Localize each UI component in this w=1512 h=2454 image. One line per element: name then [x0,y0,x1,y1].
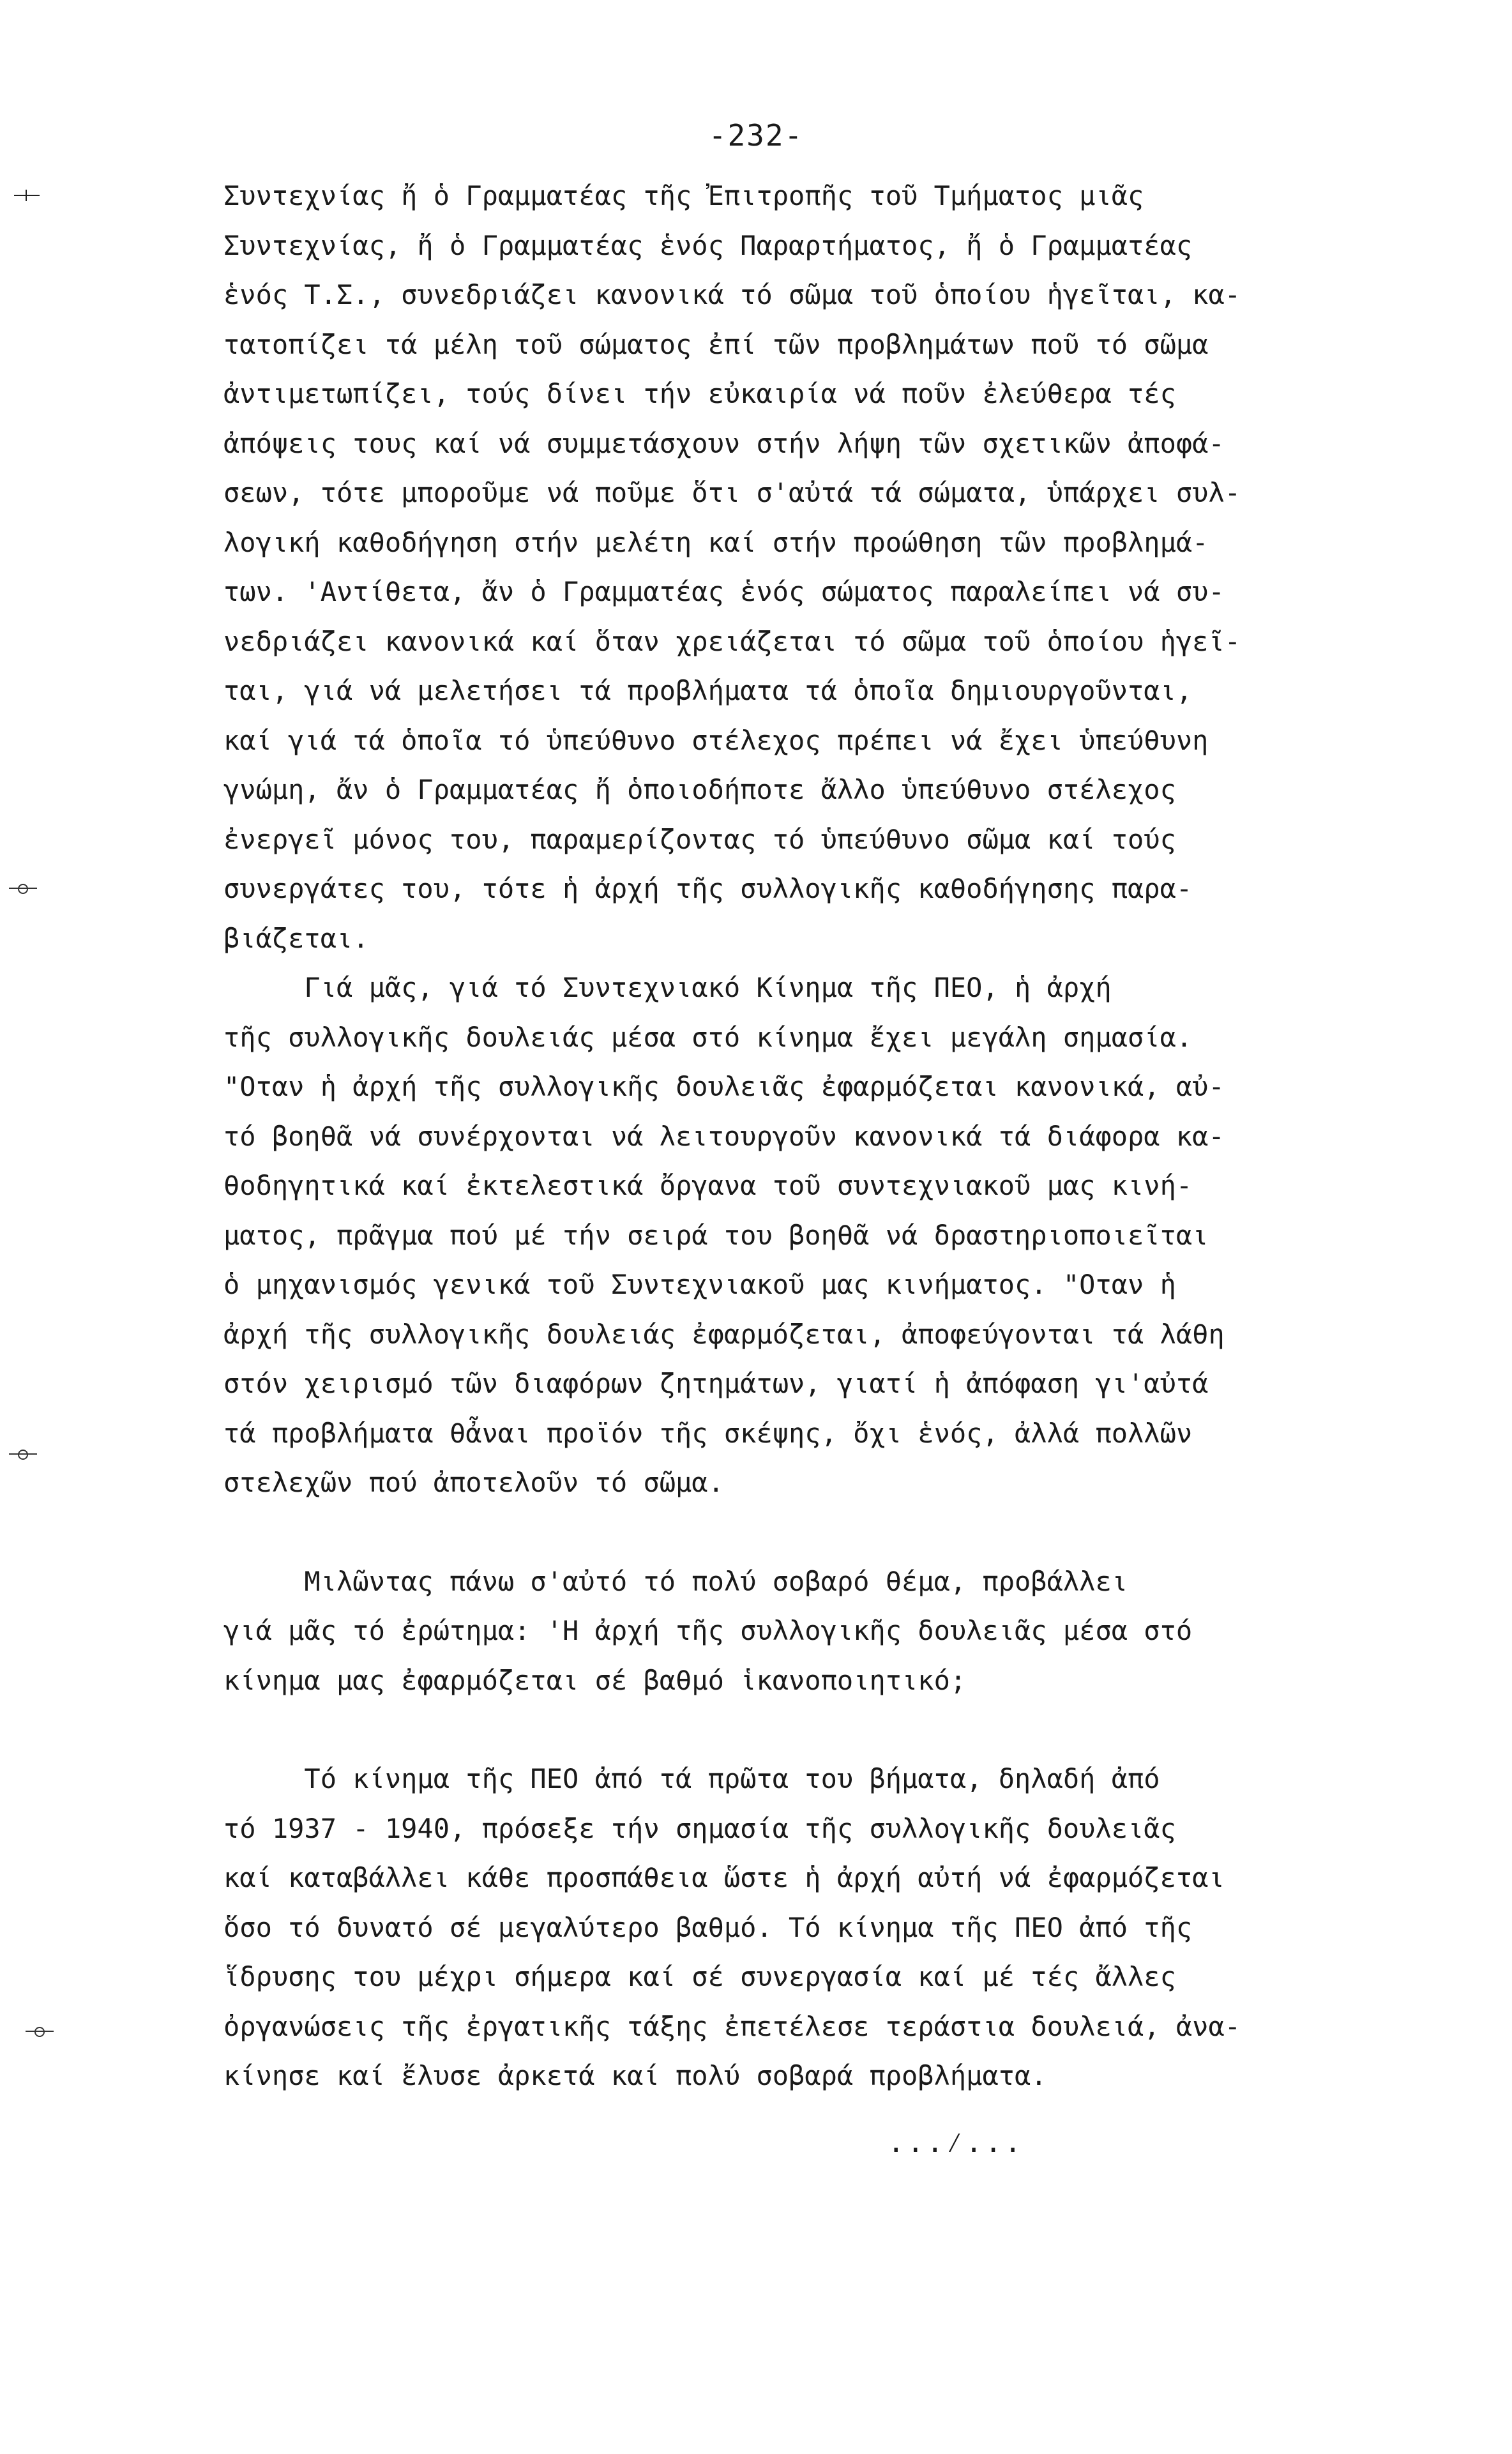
text-line: τό βοηθᾶ νά συνέρχονται νά λειτουργοῦν κανονικά τά διάφορα κα- [223,1120,1225,1152]
paragraph-1 [223,171,1354,963]
text-line: Τό κίνημα τῆς ΠΕΟ ἀπό τά πρῶτα του βήματα, δηλαδή ἀπό [223,1763,1160,1794]
text-line: τό 1937 - 1940, πρόσεξε τήν σημασία τῆς συλλογικῆς δουλειᾶς [223,1812,1176,1844]
text-line: σεων, τότε μποροῦμε νά ποῦμε ὅτι σ'αὐτά τά σώματα, ὑπάρχει συλ- [223,477,1241,508]
text-line: Συντεχνίας ἤ ὁ Γραμματέας τῆς Ἐπιτροπῆς τοῦ Τμήματος μιᾶς [223,180,1144,211]
paragraph-gap [223,1508,1354,1557]
text-line: Γιά μᾶς, γιά τό Συντεχνιακό Κίνημα τῆς ΠΕΟ, ἡ ἀρχή [223,972,1112,1003]
text-line: ματος, πρᾶγμα πού μέ τήν σειρά του βοηθᾶ νά δραστηριοποιεῖται [223,1219,1209,1251]
text-line: γνώμη, ἄν ὁ Γραμματέας ἤ ὁποιοδήποτε ἄλλο ὑπεύθυνο στέλεχος [223,774,1176,805]
text-line: ἐνεργεῖ μόνος του, παραμερίζοντας τό ὑπεύθυνο σῶμα καί τούς [223,823,1176,855]
text-line: βιάζεται. [223,922,369,954]
text-line: καί γιά τά ὁποῖα τό ὑπεύθυνο στέλεχος πρέπει νά ἔχει ὑπεύθυνη [223,724,1209,756]
punch-hole-mark [26,2031,54,2032]
paragraph-2 [223,963,1354,1508]
text-line: Μιλῶντας πάνω σ'αὐτό τό πολύ σοβαρό θέμα, προβάλλει [223,1565,1128,1597]
text-line: ἀντιμετωπίζει, τούς δίνει τήν εὐκαιρία νά ποῦν ἐλεύθερα τές [223,378,1176,409]
margin-tick-mark [14,195,40,196]
body-text [223,171,1354,2101]
text-line: ὅσο τό δυνατό σέ μεγαλύτερο βαθμό. Τό κίνημα τῆς ΠΕΟ ἀπό τῆς [223,1911,1193,1943]
text-line: στελεχῶν πού ἀποτελοῦν τό σῶμα. [223,1467,724,1498]
paragraph-4 [223,1754,1354,2101]
text-line: τῆς συλλογικῆς δουλειάς μέσα στό κίνημα ἔχει μεγάλη σημασία. [223,1021,1193,1053]
text-line: Συντεχνίας, ἤ ὁ Γραμματέας ἑνός Παραρτήματος, ἤ ὁ Γραμματέας [223,229,1193,261]
text-line: θοδηγητικά καί ἐκτελεστικά ὄργανα τοῦ συντεχνιακοῦ μας κινή- [223,1170,1193,1201]
text-line: των. 'Αντίθετα, ἄν ὁ Γραμματέας ἑνός σώματος παραλείπει νά συ- [223,576,1225,607]
text-line: στόν χειρισμό τῶν διαφόρων ζητημάτων, γιατί ἡ ἀπόφαση γι'αὐτά [223,1368,1209,1399]
text-line: ἀπόψεις τους καί νά συμμετάσχουν στήν λήψη τῶν σχετικῶν ἀποφά- [223,427,1225,459]
text-line: λογική καθοδήγηση στήν μελέτη καί στήν προώθηση τῶν προβλημά- [223,526,1209,558]
punch-hole-mark [9,888,37,889]
text-line: γιά μᾶς τό ἐρώτημα: 'Η ἀρχή τῆς συλλογικῆς δουλειᾶς μέσα στό [223,1615,1193,1646]
text-line: ἑνός Τ.Σ., συνεδριάζει κανονικά τό σῶμα τοῦ ὁποίου ἡγεῖται, κα- [223,279,1241,310]
text-line: ἀρχή τῆς συλλογικῆς δουλειάς ἐφαρμόζεται, ἀποφεύγονται τά λάθη [223,1318,1225,1350]
paragraph-3 [223,1557,1354,1706]
paragraph-gap [223,1705,1354,1754]
page-number: -232- [708,118,804,153]
text-line: κίνησε καί ἔλυσε ἀρκετά καί πολύ σοβαρά προβλήματα. [223,2060,1047,2091]
text-line: συνεργάτες του, τότε ἡ ἀρχή τῆς συλλογικῆς καθοδήγησης παρα- [223,873,1193,904]
punch-hole-mark [9,1453,37,1455]
text-line: ὁ μηχανισμός γενικά τοῦ Συντεχνιακοῦ μας κινήματος. "Οταν ἡ [223,1269,1176,1300]
text-line: κίνημα μας ἐφαρμόζεται σέ βαθμό ἱκανοποιητικό; [223,1664,967,1696]
text-line: "Οταν ἡ ἀρχή τῆς συλλογικῆς δουλειᾶς ἐφαρμόζεται κανονικά, αὐ- [223,1071,1225,1102]
text-line: νεδριάζει κανονικά καί ὅταν χρειάζεται τό σῶμα τοῦ ὁποίου ἡγεῖ- [223,625,1241,657]
text-line: ὀργανώσεις τῆς ἐργατικῆς τάξης ἐπετέλεσε τεράστια δουλειά, ἀνα- [223,2010,1241,2042]
text-line: τά προβλήματα θἆναι προϊόν τῆς σκέψης, ὄχι ἑνός, ἀλλά πολλῶν [223,1417,1193,1449]
text-line: καί καταβάλλει κάθε προσπάθεια ὥστε ἡ ἀρχή αὐτή νά ἐφαρμόζεται [223,1862,1225,1893]
text-line: ἵδρυσης του μέχρι σήμερα καί σέ συνεργασία καί μέ τές ἄλλες [223,1961,1176,1992]
text-line: τατοπίζει τά μέλη τοῦ σώματος ἐπί τῶν προβλημάτων ποῦ τό σῶμα [223,328,1209,360]
continuation-mark: ...⁄... [888,2126,1024,2159]
text-line: ται, γιά νά μελετήσει τά προβλήματα τά ὁποῖα δημιουργοῦνται, [223,675,1193,706]
